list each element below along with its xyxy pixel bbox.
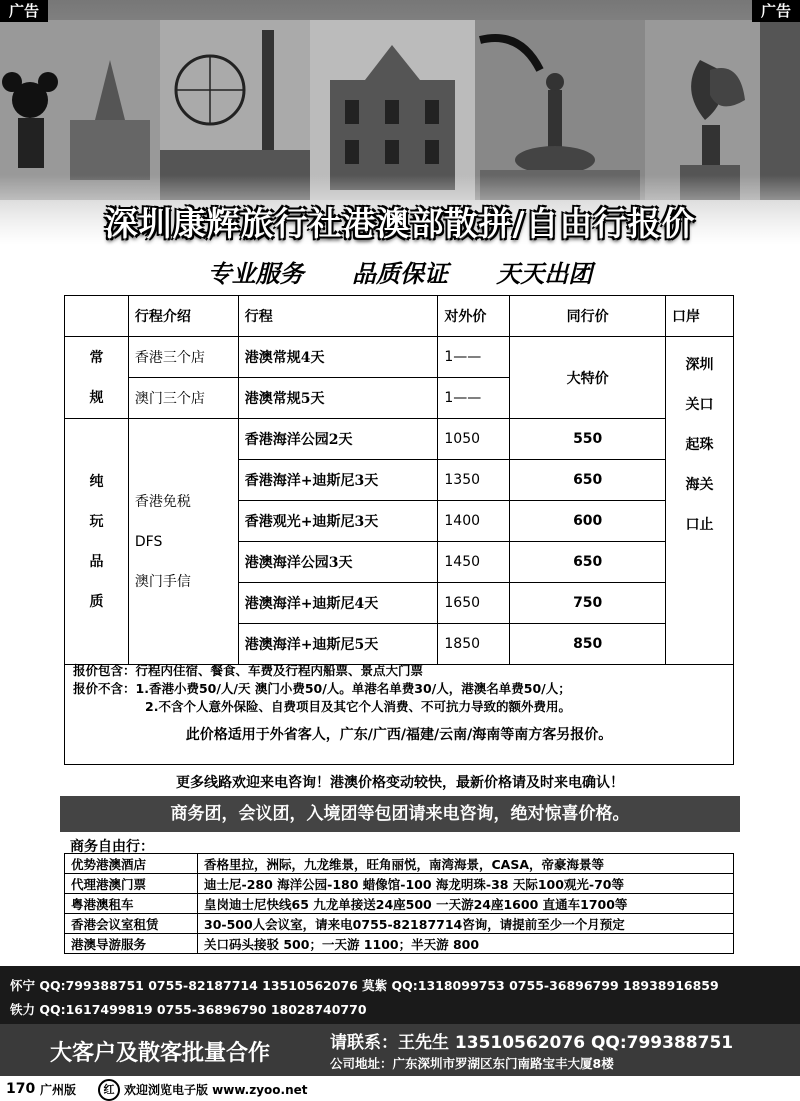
- peer-price-cell: 600: [510, 501, 666, 542]
- note-applicability: 此价格适用于外省客人，广东/广西/福建/云南/海南等南方客另报价。: [185, 727, 613, 743]
- intro-cell: 澳门三个店: [128, 378, 238, 419]
- peer-price-cell: 850: [510, 624, 666, 665]
- public-price-cell: 1650: [438, 583, 510, 624]
- table-row: [65, 337, 734, 378]
- note-exclude-1: 报价不含：1.香港小费50/人/天 澳门小费50/人。单港名单费30/人，港澳名单费50/人；: [73, 681, 571, 696]
- route-cell: 香港海洋公园2天: [238, 419, 438, 460]
- route-cell: 香港观光+迪斯尼3天: [238, 501, 438, 542]
- mickey-castle-photo: [0, 20, 160, 200]
- public-price-cell: 1400: [438, 501, 510, 542]
- footer-band: [0, 1024, 800, 1076]
- header-port: 口岸: [666, 296, 734, 337]
- business-key: 粤港澳租车: [65, 894, 198, 914]
- peer-price-cell: 650: [510, 542, 666, 583]
- contact-row-1: 怀宁 QQ:799388751 0755-82187714 13510562076 莫紫 QQ:1318099753 0755-36896799 18938916859: [10, 978, 719, 993]
- special-price-cell: 大特价: [510, 337, 666, 419]
- business-key: 优势港澳酒店: [65, 854, 198, 874]
- table-header: [65, 296, 734, 337]
- logo-icon: 红: [98, 1079, 120, 1101]
- public-price-cell: 1——: [438, 378, 510, 419]
- header-intro: 行程介绍: [128, 296, 238, 337]
- route-cell: 香港海洋+迪斯尼3天: [238, 460, 438, 501]
- business-key: 代理港澳门票: [65, 874, 198, 894]
- page-number: 170: [6, 1081, 36, 1097]
- peer-price-cell: 750: [510, 583, 666, 624]
- header-peer-price: 同行价: [510, 296, 666, 337]
- route-cell: 港澳海洋+迪斯尼4天: [238, 583, 438, 624]
- header-route: 行程: [238, 296, 438, 337]
- site-link[interactable]: 欢迎浏览电子版 www.zyoo.net: [124, 1083, 308, 1097]
- contacts-bar: [0, 966, 800, 1024]
- table-row: [65, 874, 734, 894]
- table-row: [65, 934, 734, 954]
- business-value: 香格里拉，洲际，九龙维景，旺角丽悦，南湾海景，CASA，帝豪海景等: [198, 854, 734, 874]
- contact-row-2: 铁力 QQ:1617499819 0755-36896790 18028740770: [10, 1002, 367, 1017]
- public-price-cell: 1850: [438, 624, 510, 665]
- note-exclude-2: 2.不含个人意外保险、自费项目及其它个人消费、不可抗力导致的额外费用。: [145, 699, 571, 714]
- golden-bauhinia-photo: [645, 20, 800, 200]
- group-tour-banner: 商务团，会议团，入境团等包团请来电咨询，绝对惊喜价格。: [60, 796, 740, 832]
- slogan-quality: 品质保证: [352, 259, 448, 288]
- guanyin-statue-photo: [475, 20, 645, 200]
- ferris-wheel-photo: [160, 20, 310, 200]
- company-address: 公司地址：广东深圳市罗湖区东门南路宝丰大厦8楼: [330, 1056, 614, 1071]
- slogans: [0, 254, 800, 289]
- route-cell: 港澳常规4天: [238, 337, 438, 378]
- business-title: 商务自由行：: [70, 839, 154, 855]
- business-key: 港澳导游服务: [65, 934, 198, 954]
- category-regular: 常 规: [65, 337, 129, 419]
- note-include: 报价包含：行程内住宿、餐食、车费及行程内船票、景点大门票: [73, 663, 424, 678]
- more-info-text: 更多线路欢迎来电咨询！港澳价格变动较快，最新价格请及时来电确认！: [176, 775, 624, 791]
- ruins-st-paul-photo: [310, 20, 475, 200]
- table-row: [65, 894, 734, 914]
- ad-tag-left: 广告: [0, 0, 48, 22]
- slogan-daily: 天天出团: [496, 259, 593, 288]
- public-price-cell: 1——: [438, 337, 510, 378]
- page-footer: [0, 1078, 800, 1100]
- business-table: [64, 853, 734, 954]
- header-public-price: 对外价: [438, 296, 510, 337]
- edition-label: 广州版: [40, 1083, 77, 1097]
- price-table: [64, 295, 734, 665]
- ad-tag-right: 广告: [752, 0, 800, 22]
- peer-price-cell: 650: [510, 460, 666, 501]
- page-title: 深圳康辉旅行社港澳部散拼/自由行报价: [104, 204, 696, 243]
- route-cell: 港澳海洋+迪斯尼5天: [238, 624, 438, 665]
- slogan-professional: 专业服务: [207, 259, 304, 288]
- public-price-cell: 1450: [438, 542, 510, 583]
- table-row: [65, 854, 734, 874]
- route-cell: 港澳海洋公园3天: [238, 542, 438, 583]
- public-price-cell: 1350: [438, 460, 510, 501]
- business-value: 迪士尼-280 海洋公园-180 蜡像馆-100 海龙明珠-38 天际100观光-70等: [198, 874, 734, 894]
- business-value: 皇岗迪士尼快线65 九龙单接送24座500 一天游24座1600 直通车1700等: [198, 894, 734, 914]
- cooperation-heading: 大客户及散客批量合作: [50, 1041, 271, 1066]
- table-row: [65, 914, 734, 934]
- category-pure-play: 纯 玩 品 质: [65, 419, 129, 665]
- shopping-intro-cell: 香港免税 DFS 澳门手信: [128, 419, 238, 665]
- contact-person: 请联系：王先生 13510562076 QQ:799388751: [330, 1033, 734, 1053]
- port-cell: 深圳 关口 起珠 海关 口止: [666, 337, 734, 665]
- public-price-cell: 1050: [438, 419, 510, 460]
- route-cell: 港澳常规5天: [238, 378, 438, 419]
- intro-cell: 香港三个店: [128, 337, 238, 378]
- price-notes: [64, 660, 734, 765]
- business-key: 香港会议室租赁: [65, 914, 198, 934]
- table-row: [65, 419, 734, 460]
- peer-price-cell: 550: [510, 419, 666, 460]
- business-value: 关口码头接驳 500；一天游 1100；半天游 800: [198, 934, 734, 954]
- header-cell-blank: [65, 296, 129, 337]
- business-value: 30-500人会议室，请来电0755-82187714咨询，请提前至少一个月预定: [198, 914, 734, 934]
